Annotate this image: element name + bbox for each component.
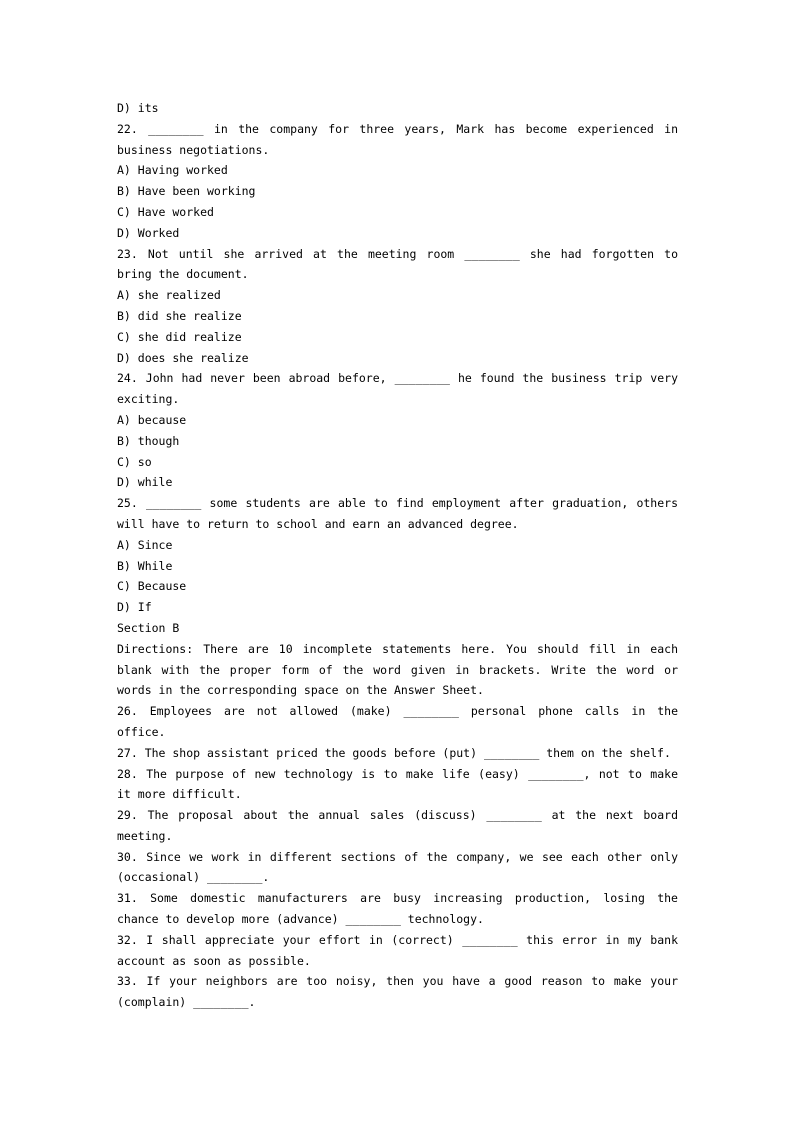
text-line: 23. Not until she arrived at the meeting room ________ she had forgotten to xyxy=(117,246,678,261)
text-line: 25. ________ some students are able to find employment after graduation, others xyxy=(117,496,678,511)
text-line: D) while xyxy=(117,475,173,490)
text-line: A) Having worked xyxy=(117,163,228,178)
text-line: C) she did realize xyxy=(117,329,242,344)
text-line: D) Worked xyxy=(117,225,180,240)
text-line: business negotiations. xyxy=(117,142,270,157)
text-line: bring the document. xyxy=(117,267,249,282)
text-line: B) While xyxy=(117,558,173,573)
text-line: 29. The proposal about the annual sales (discuss) ________ at the next board xyxy=(117,808,678,823)
text-line: B) did she realize xyxy=(117,308,242,323)
text-line: office. xyxy=(117,724,166,739)
text-line: 26. Employees are not allowed (make) ________ personal phone calls in the xyxy=(117,704,678,719)
text-line: 28. The purpose of new technology is to make life (easy) ________, not to make xyxy=(117,766,678,781)
text-line: meeting. xyxy=(117,828,173,843)
text-line: C) Have worked xyxy=(117,204,214,219)
text-line: 27. The shop assistant priced the goods before (put) ________ them on the shelf. xyxy=(117,745,671,760)
text-line: Directions: There are 10 incomplete statements here. You should fill in each xyxy=(117,641,678,656)
exam-text-block xyxy=(117,98,678,1013)
text-line: 22. ________ in the company for three years, Mark has become experienced in xyxy=(117,121,678,136)
text-line: A) she realized xyxy=(117,288,221,303)
text-line: D) its xyxy=(117,101,159,115)
text-line: blank with the proper form of the word given in brackets. Write the word or xyxy=(117,662,678,677)
text-line: B) though xyxy=(117,433,180,448)
text-line: (occasional) ________. xyxy=(117,870,270,885)
text-line: 32. I shall appreciate your effort in (correct) ________ this error in my bank xyxy=(117,932,678,947)
text-line: A) Since xyxy=(117,537,173,552)
text-line: Section B xyxy=(117,620,180,635)
text-line: A) because xyxy=(117,412,187,427)
text-line: 24. John had never been abroad before, ________ he found the business trip very xyxy=(117,371,678,386)
text-line: C) Because xyxy=(117,579,187,594)
text-line: will have to return to school and earn an advanced degree. xyxy=(117,516,519,531)
text-line: it more difficult. xyxy=(117,787,242,802)
text-line: B) Have been working xyxy=(117,184,256,199)
text-line: 31. Some domestic manufacturers are busy increasing production, losing the xyxy=(117,891,678,906)
text-line: chance to develop more (advance) ________ technology. xyxy=(117,912,484,927)
text-line: exciting. xyxy=(117,392,180,407)
text-line: D) does she realize xyxy=(117,350,249,365)
text-line: 33. If your neighbors are too noisy, then you have a good reason to make your xyxy=(117,974,678,989)
text-line: account as soon as possible. xyxy=(117,953,311,968)
text-line: words in the corresponding space on the Answer Sheet. xyxy=(117,683,484,698)
text-line: 30. Since we work in different sections of the company, we see each other only xyxy=(117,849,678,864)
text-line: (complain) ________. xyxy=(117,995,256,1010)
text-line: D) If xyxy=(117,600,152,615)
text-line: C) so xyxy=(117,454,152,469)
